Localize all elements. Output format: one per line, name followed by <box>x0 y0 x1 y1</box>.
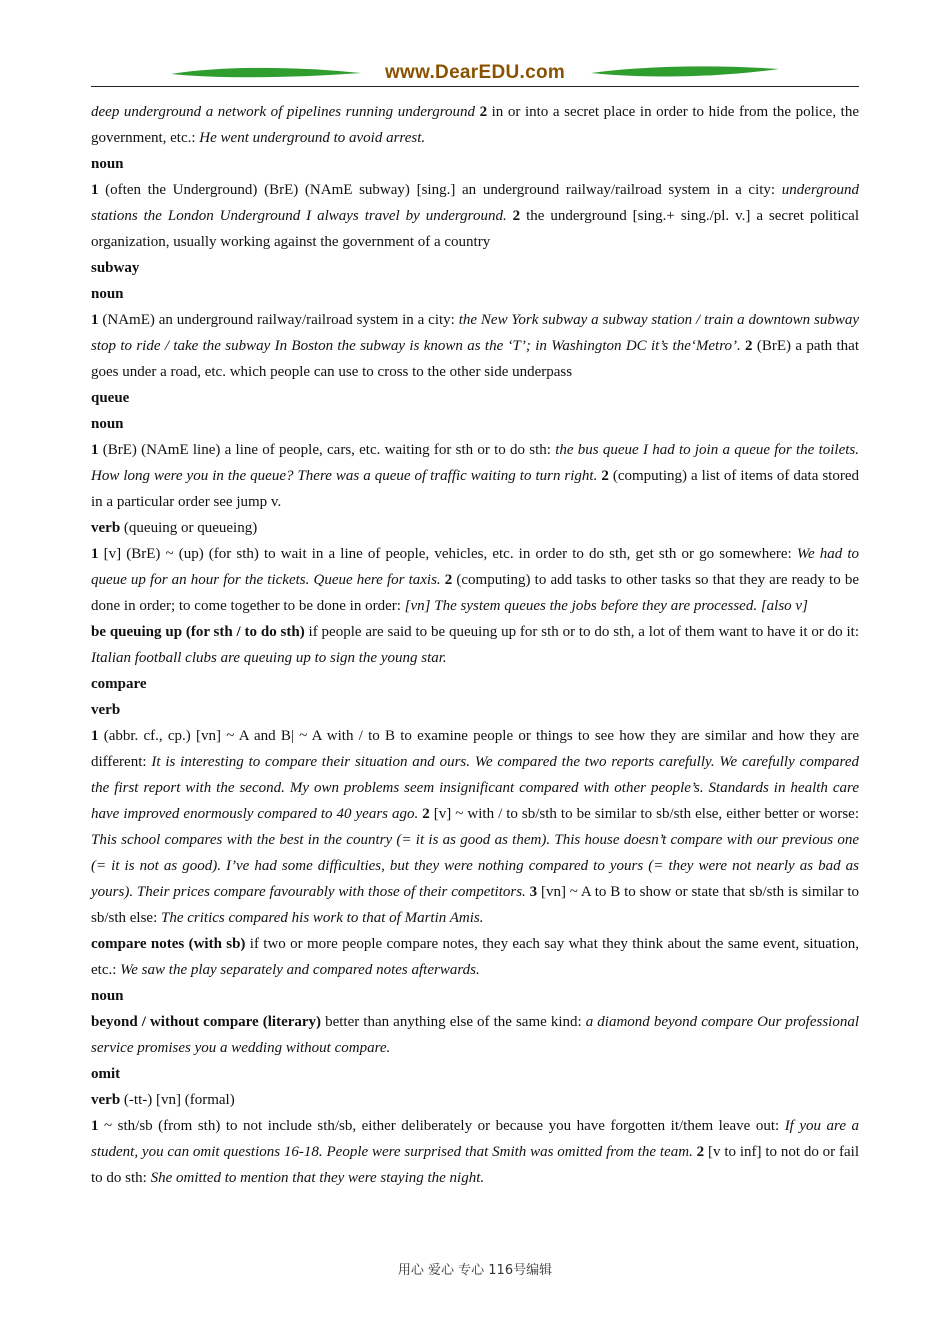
entry-label <box>91 671 859 697</box>
entry-label <box>91 1061 859 1087</box>
bold-text: 1 <box>91 182 99 198</box>
entry-label <box>91 697 859 723</box>
example-text: He went underground to avoid arrest. <box>199 130 426 146</box>
example-text: We saw the play separately and compared notes afterwards. <box>120 962 480 978</box>
definition-text: (computing) a list of items of data stored in a particular order see jump v. <box>91 468 859 510</box>
bold-text: noun <box>91 286 124 302</box>
entry-paragraph <box>91 307 859 385</box>
example-text: deep underground a network of pipelines running underground <box>91 104 480 120</box>
definition-text: (often the Underground) (BrE) (NAmE subway) [sing.] an underground railway/railroad system in a city: <box>98 182 782 198</box>
example-text: If you are a student, you can omit questions 16-18. People were surprised that Smith was omitted from the team. <box>91 1118 859 1160</box>
entry-label <box>91 281 859 307</box>
definition-text: the underground [sing.+ sing./pl. v.] a secret political organization, usually working against the government of a country <box>91 208 859 250</box>
definition-text: if people are said to be queuing up for sth or to do sth, a lot of them want to have it or do it: <box>304 624 859 640</box>
entry-paragraph <box>91 515 859 541</box>
bold-text: 2 <box>512 208 521 224</box>
bold-text: verb <box>91 520 121 536</box>
definition-text: [v] ~ with / to sb/sth to be similar to sb/sth else, either better or worse: <box>429 806 859 822</box>
definition-text: ~ sth/sb (from sth) to not include sth/sb, either deliberately or because you have forgotten it/them leave out: <box>98 1118 785 1134</box>
bold-text: compare <box>91 676 147 692</box>
example-text: [vn] The system queues the jobs before they are processed. [also v] <box>404 598 808 614</box>
bold-text: 3 <box>529 884 538 900</box>
bold-text: noun <box>91 416 124 432</box>
entry-paragraph <box>91 1087 859 1113</box>
bold-text: 2 <box>601 468 609 484</box>
example-text: We had to queue up for an hour for the tickets. Queue here for taxis. <box>91 546 859 588</box>
bold-text: verb <box>91 702 121 718</box>
bold-text: beyond / without compare (literary) <box>91 1014 322 1030</box>
bold-text: 2 <box>745 338 753 354</box>
entry-label <box>91 151 859 177</box>
definition-text: (queuing or queueing) <box>120 520 258 536</box>
bold-text: 1 <box>91 442 99 458</box>
bold-text: 1 <box>91 312 99 328</box>
entry-label <box>91 385 859 411</box>
entry-paragraph <box>91 177 859 255</box>
bold-text: omit <box>91 1066 121 1082</box>
entry-paragraph <box>91 619 859 671</box>
entry-paragraph <box>91 723 859 931</box>
bold-text: noun <box>91 988 124 1004</box>
example-text: underground stations the London Underground I always travel by underground. <box>91 182 859 224</box>
dictionary-content <box>91 99 859 1191</box>
bold-text: 2 <box>444 572 453 588</box>
entry-paragraph <box>91 931 859 983</box>
example-text: She omitted to mention that they were staying the night. <box>150 1170 485 1186</box>
entry-paragraph <box>91 541 859 619</box>
definition-text: (computing) to add tasks to other tasks so that they are ready to be done in order; to come together to be done in order: <box>91 572 859 614</box>
example-text: It is interesting to compare their situation and ours. We compared the two reports carefully. We carefully compared the first report with the second. My own problems seem insignificant compared with other people’s. Standards in health care have improved enormously compared to 40 years ago. <box>91 754 859 822</box>
page-header <box>91 60 859 88</box>
entry-paragraph <box>91 1009 859 1061</box>
entry-paragraph <box>91 99 859 151</box>
entry-paragraph <box>91 1113 859 1191</box>
bold-text: verb <box>91 1092 121 1108</box>
definition-text: [vn] ~ A to B to show or state that sb/sth is similar to sb/sth else: <box>91 884 859 926</box>
bold-text: queue <box>91 390 130 406</box>
bold-text: subway <box>91 260 140 276</box>
definition-text: (BrE) a path that goes under a road, etc. which people can use to cross to the other side underpass <box>91 338 859 380</box>
entry-label <box>91 983 859 1009</box>
bold-text: 1 <box>91 546 99 562</box>
entry-label <box>91 255 859 281</box>
bold-text: be queuing up (for sth / to do sth) <box>91 624 305 640</box>
bold-text: 1 <box>91 1118 99 1134</box>
definition-text: (NAmE) an underground railway/railroad system in a city: <box>98 312 459 328</box>
bold-text: compare notes (with sb) <box>91 936 246 952</box>
definition-text: in or into a secret place in order to hide from the police, the government, etc.: <box>91 104 859 146</box>
definition-text: (BrE) (NAmE line) a line of people, cars, etc. waiting for sth or to do sth: <box>98 442 556 458</box>
definition-text: [v] (BrE) ~ (up) (for sth) to wait in a line of people, vehicles, etc. in order to do sth, get sth or go somewhere: <box>98 546 797 562</box>
bold-text: 1 <box>91 728 99 744</box>
example-text: The critics compared his work to that of Martin Amis. <box>161 910 484 926</box>
bold-text: noun <box>91 156 124 172</box>
site-logo-text: www.DearEDU.com <box>384 62 566 83</box>
example-text: a diamond beyond compare Our professional service promises you a wedding without compare. <box>91 1014 859 1056</box>
definition-text: better than anything else of the same kind: <box>321 1014 586 1030</box>
bold-text: 2 <box>422 806 430 822</box>
definition-text: (-tt-) [vn] (formal) <box>120 1092 235 1108</box>
example-text: Italian football clubs are queuing up to sign the young star. <box>91 650 447 666</box>
entry-paragraph <box>91 437 859 515</box>
page-footer: 用心 爱心 专心 116号编辑 <box>397 1263 553 1278</box>
example-text: This school compares with the best in the country (= it is as good as them). This house doesn’t compare with our previous one (= it is not as good). I’ve had some difficulties, but they were nothing compared to yours (= they were not nearly as bad as yours). Their prices compare favourably with those of their competitors. <box>91 832 859 900</box>
example-text: the New York subway a subway station / train a downtown subway stop to ride / take the subway In Boston the subway is known as the ‘T’; in Washington DC it’s the‘Metro’. <box>91 312 859 354</box>
bold-text: 2 <box>696 1144 705 1160</box>
header-rule <box>91 86 859 87</box>
definition-text: [v to inf] to not do or fail to do sth: <box>91 1144 859 1186</box>
entry-label <box>91 411 859 437</box>
definition-text: (abbr. cf., cp.) [vn] ~ A and B| ~ A with / to B to examine people or things to see how they are similar and how they are different: <box>91 728 859 770</box>
definition-text: if two or more people compare notes, they each say what they think about the same event, situation, etc.: <box>91 936 859 978</box>
bold-text: 2 <box>479 104 488 120</box>
example-text: the bus queue I had to join a queue for the toilets. How long were you in the queue? There was a queue of traffic waiting to turn right. <box>91 442 859 484</box>
